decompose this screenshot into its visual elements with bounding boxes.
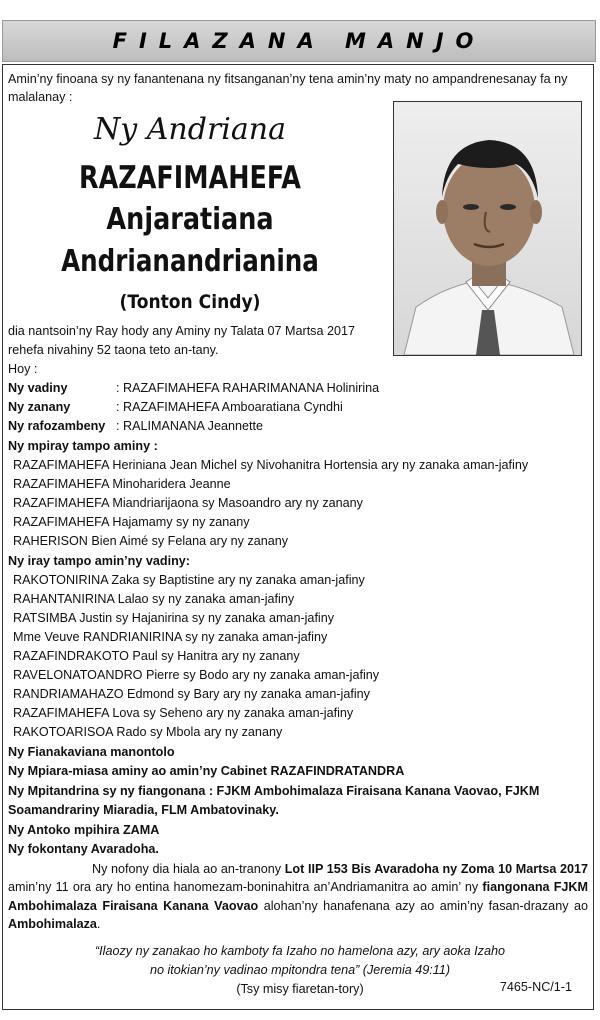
family-row-inlaw xyxy=(8,417,263,435)
reference-code: 7465-NC/1-1 xyxy=(499,980,572,994)
sibling-item: RAZAFIMAHEFA Minoharidera Jeanne xyxy=(13,477,231,491)
group-choir: Ny Antoko mpihira ZAMA xyxy=(8,823,160,837)
banner xyxy=(2,20,596,62)
spouse-sibling-item: RAZAFIMAHEFA Lova sy Seheno ary ny zanaka aman-jafiny xyxy=(13,706,354,720)
burial-text-1: Ny nofony dia hiala ao an-tranony xyxy=(92,862,285,876)
honorific: Ny Andriana xyxy=(94,112,286,147)
spouse-sibling-item: RAVELONATOANDRO Pierre sy Bodo ary ny zanaka aman-jafiny xyxy=(13,668,380,682)
burial-text-2: amin’ny 11 ora ary ho entina hanomezam-boninahitra an’Andriamanitra ao amin’ ny xyxy=(8,880,483,895)
group-family: Ny Fianakaviana manontolo xyxy=(8,745,175,759)
spouse-siblings-heading: Ny iray tampo amin’ny vadiny: xyxy=(8,554,190,568)
group-church-1: Ny Mpitandrina sy ny fiangonana : FJKM Ambohimalaza Firaisana Kanana Vaovao, FJKM xyxy=(8,784,540,798)
burial-place: Ambohimalaza xyxy=(8,917,97,932)
deceased-given-name-1: Anjaratiana xyxy=(106,202,274,237)
sibling-item: RAZAFIMAHEFA Hajamamy sy ny zanany xyxy=(13,515,250,529)
family-label-inlaw: Ny rafozambeny xyxy=(8,419,106,433)
family-label-child: Ny zanany xyxy=(8,400,71,414)
closing-note: (Tsy misy fiaretan-tory) xyxy=(236,982,364,996)
family-value-inlaw: : RALIMANANA Jeannette xyxy=(116,419,263,433)
burial-text-4: . xyxy=(96,917,101,932)
deceased-given-name-2: Andrianandrianina xyxy=(61,244,319,279)
scripture-quote-1: “Ilaozy ny zanakao ho kamboty fa Izaho no hamelona azy, ary aoka Izaho xyxy=(94,944,505,958)
burial-text-3: alohan’ny hanafenana azy ao amin’ny fasan-drazany ao xyxy=(258,898,588,913)
spouse-sibling-item: RANDRIAMAHAZO Edmond sy Bary ary ny zanaka aman-jafiny xyxy=(13,687,370,701)
family-value-child: : RAZAFIMAHEFA Amboaratiana Cyndhi xyxy=(116,400,343,414)
group-church-2: Soamandrariny Miaradia, FLM Ambatovinaky. xyxy=(8,803,279,817)
sibling-item: RAZAFIMAHEFA Miandriarijaona sy Masoandro ary ny zanany xyxy=(13,496,363,510)
intro-text: Amin’ny finoana sy ny fanantenana ny fitsanganan’ny tena amin’ny maty no ampandrenesanay fa ny malalanay : xyxy=(8,72,568,104)
spouse-sibling-item: RAHANTANIRINA Lalao sy ny zanaka aman-jafiny xyxy=(13,592,295,606)
burial-church: fiangonana FJKM Ambohimalaza Firaisana Kanana Vaovao xyxy=(8,880,589,913)
spouse-sibling-item: RATSIMBA Justin sy Hajanirina sy ny zanaka aman-jafiny xyxy=(13,611,335,625)
family-row-child xyxy=(8,398,343,416)
banner-title: FILAZANA MANJO xyxy=(112,29,486,53)
family-label-spouse: Ny vadiny xyxy=(8,381,68,395)
spouse-sibling-item: RAKOTONIRINA Zaka sy Baptistine ary ny zanaka aman-jafiny xyxy=(13,573,365,587)
deceased-nickname: (Tonton Cindy) xyxy=(119,291,261,313)
portrait-photo xyxy=(393,101,582,356)
spouse-sibling-item: RAZAFINDRAKOTO Paul sy Hanitra ary ny zanany xyxy=(13,649,300,663)
burial-paragraph xyxy=(8,860,588,934)
deceased-surname: RAZAFIMAHEFA xyxy=(79,160,301,196)
spouse-sibling-item: RAKOTOARISOA Rado sy Mbola ary ny zanany xyxy=(13,725,283,739)
hoy-line: Hoy : xyxy=(8,362,38,376)
scripture-quote-2: no itokian’ny vadinao mpitondra tena” (Jeremia 49:11) xyxy=(149,963,451,977)
siblings-heading: Ny mpiray tampo aminy : xyxy=(8,439,158,453)
sibling-item: RAZAFIMAHEFA Heriniana Jean Michel sy Nivohanitra Hortensia ary ny zanaka aman-jafiny xyxy=(13,458,529,472)
group-fokontany: Ny fokontany Avaradoha. xyxy=(8,842,159,856)
burial-address: Lot IIP 153 Bis Avaradoha ny Zoma 10 Martsa 2017 xyxy=(284,862,588,876)
portrait-illustration xyxy=(394,102,581,355)
death-line-2: rehefa nivahiny 52 taona teto an-tany. xyxy=(8,343,219,357)
family-row-spouse xyxy=(8,379,379,397)
family-value-spouse: : RAZAFIMAHEFA RAHARIMANANA Holinirina xyxy=(116,381,380,395)
sibling-item: RAHERISON Bien Aimé sy Felana ary ny zanany xyxy=(13,534,289,548)
group-colleagues: Ny Mpiara-miasa aminy ao amin’ny Cabinet RAZAFINDRATANDRA xyxy=(8,764,405,778)
spouse-sibling-item: Mme Veuve RANDRIANIRINA sy ny zanaka aman-jafiny xyxy=(13,630,328,644)
death-line-1: dia nantsoin’ny Ray hody any Aminy ny Talata 07 Martsa 2017 xyxy=(8,324,356,338)
